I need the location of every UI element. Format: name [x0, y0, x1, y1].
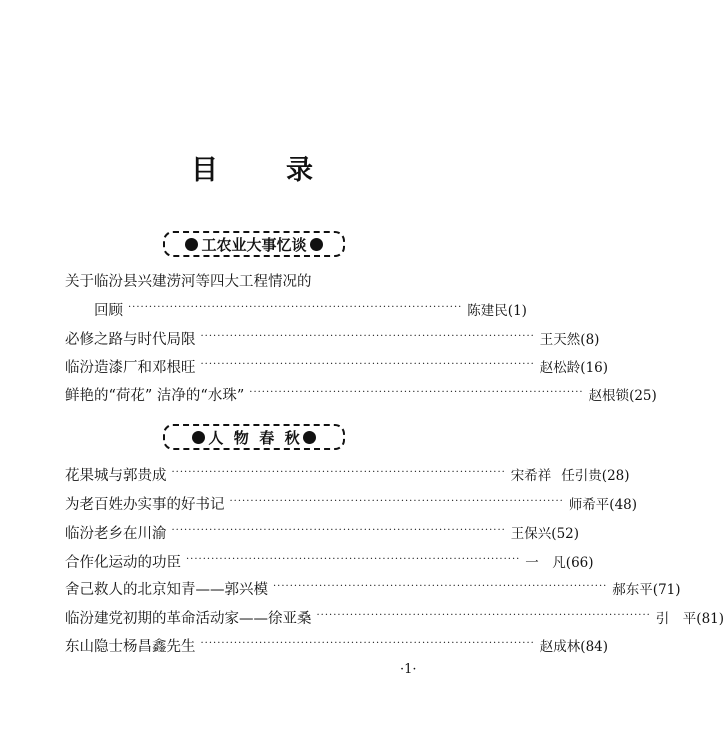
entry-title: 东山隐士杨昌鑫先生 [65, 639, 196, 655]
title-char-1: 目 [191, 155, 218, 186]
toc-entry[interactable] [65, 466, 630, 486]
toc-entry[interactable] [65, 580, 681, 600]
entry-author: 赵松龄 [539, 360, 581, 376]
page-title [0, 148, 504, 187]
toc-entry[interactable] [65, 495, 638, 515]
leader-dots: ················································································ [171, 467, 506, 478]
bullet-icon [192, 431, 205, 444]
leader-dots: ················································································ [200, 638, 535, 649]
entry-title: 临汾造漆厂和邓根旺 [65, 360, 196, 376]
leader-dots: ················································································ [171, 525, 506, 536]
leader-dots: ················································································ [249, 387, 584, 398]
toc-entry[interactable] [65, 524, 580, 544]
entry-title: 花果城与郭贵成 [65, 468, 167, 484]
toc-entry[interactable] [65, 386, 657, 406]
leader-dots: ················································································ [200, 331, 535, 342]
entry-title: 鲜艳的“荷花” 洁净的“水珠” [65, 388, 245, 404]
page-number: ·1· [400, 662, 417, 677]
entry-title: 舍己救人的北京知青——郭兴模 [65, 582, 268, 598]
entry-page: (71) [652, 582, 681, 598]
toc-entry[interactable] [65, 330, 600, 350]
entry-editor: 宋希祥 [510, 468, 552, 484]
entry-page: (81) [696, 611, 724, 627]
toc-entry[interactable] [65, 637, 609, 657]
entry-author: 赵根锁 [588, 388, 630, 404]
entry-page: (16) [580, 360, 609, 376]
entry-title: 为老百姓办实事的好书记 [65, 497, 225, 513]
bullet-icon [185, 238, 198, 251]
entry-author: 王保兴 [510, 526, 552, 542]
section-heading: 人 物 春 秋 [208, 428, 300, 447]
section-heading: 工农业大事忆谈 [201, 235, 307, 254]
entry-title: 关于临汾县兴建涝河等四大工程情况的 [65, 274, 312, 290]
toc-entry[interactable] [65, 609, 724, 629]
entry-page: (1) [507, 303, 527, 319]
entry-title: 回顾 [94, 303, 123, 319]
toc-entry[interactable] [65, 553, 594, 573]
entry-author: 赵成林 [539, 639, 581, 655]
title-char-2: 录 [286, 155, 313, 186]
entry-page: (48) [609, 497, 638, 513]
toc-entry[interactable] [94, 301, 527, 321]
entry-page: (84) [580, 639, 609, 655]
bullet-icon [310, 238, 323, 251]
bullet-icon [303, 431, 316, 444]
leader-dots: ················································································ [128, 302, 463, 313]
leader-dots: ················································································ [229, 496, 564, 507]
leader-dots: ················································································ [200, 359, 535, 370]
leader-dots: ················································································ [186, 554, 521, 565]
entry-page: (28) [601, 468, 630, 484]
entry-page: (25) [629, 388, 657, 404]
entry-author: 郝东平 [612, 582, 653, 598]
toc-entry-line1 [65, 272, 445, 292]
entry-title: 临汾老乡在川渝 [65, 526, 167, 542]
entry-author: 陈建民 [467, 303, 508, 319]
toc-entry[interactable] [65, 358, 609, 378]
entry-author: 引 平 [655, 611, 697, 627]
entry-author: 师希平 [568, 497, 610, 513]
entry-title: 必修之路与时代局限 [65, 332, 196, 348]
leader-dots: ················································································ [316, 610, 651, 621]
section-banner-industry [163, 231, 345, 257]
entry-title: 临汾建党初期的革命活动家——徐亚桑 [65, 611, 312, 627]
entry-author: 任引贵 [561, 468, 602, 484]
entry-author: 王天然 [539, 332, 581, 348]
section-banner-people [163, 424, 345, 450]
leader-dots: ················································································ [273, 581, 608, 592]
entry-page: (52) [551, 526, 580, 542]
entry-title: 合作化运动的功臣 [65, 555, 181, 571]
entry-author: 一 凡 [525, 555, 566, 571]
entry-page: (8) [580, 332, 600, 348]
entry-page: (66) [565, 555, 594, 571]
